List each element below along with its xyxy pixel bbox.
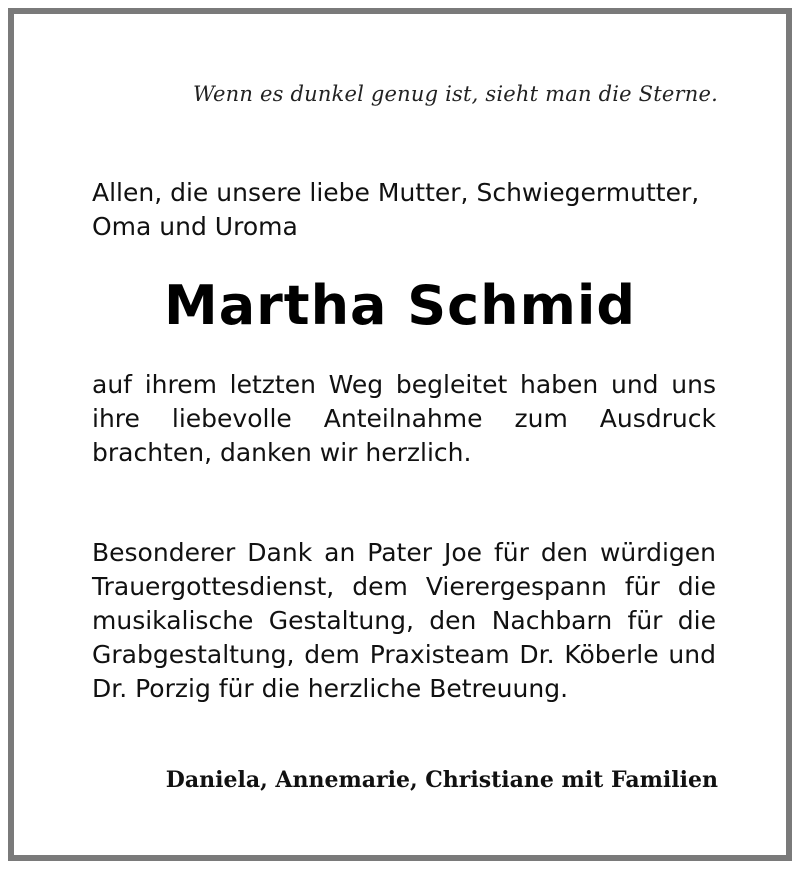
special-thanks-text: Besonderer Dank an Pater Joe für den würdigen Trauergottesdienst, dem Vierergespann für die musikalische Gestaltung, den Nachbarn für die Grabgestaltung, dem Praxisteam Dr. Köberle und Dr. Porzig für die herzliche Betreuung. — [92, 538, 716, 703]
intro-text: Allen, die unsere liebe Mutter, Schwiegermutter, Oma und Uroma — [92, 178, 700, 241]
deceased-name: Martha Schmid — [163, 274, 637, 337]
thanks-text: auf ihrem letzten Weg begleitet haben und uns ihre liebevolle Anteilnahme zum Ausdruck brachten, danken wir herzlich. — [92, 370, 716, 467]
signature: Daniela, Annemarie, Christiane mit Familien — [165, 767, 718, 793]
motto-quote: Wenn es dunkel genug ist, sieht man die Sterne. — [192, 82, 718, 106]
